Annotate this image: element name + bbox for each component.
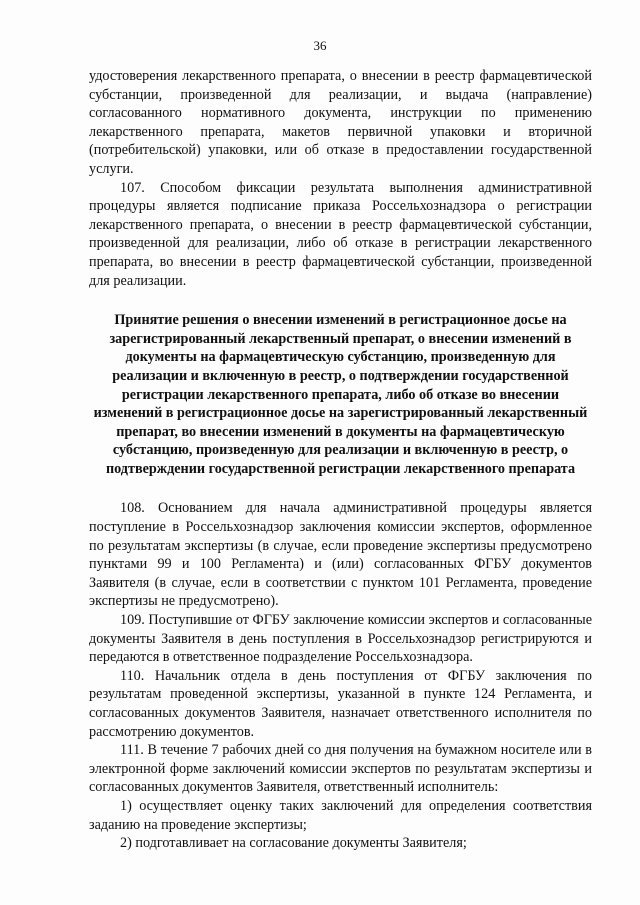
- list-item-2: 2) подготавливает на согласование документы Заявителя;: [120, 835, 467, 852]
- document-body: [89, 67, 592, 853]
- paragraph-110: 110. Начальник отдела в день поступления от ФГБУ заключения по результатам проведенной экспертизы, указанной в пункте 124 Регламента, и согласованных документов Заявителя, назначает ответственного исполнителя по рассмотрению документов.: [89, 667, 592, 740]
- page-number: 36: [313, 38, 327, 53]
- paragraph-continuation: удостоверения лекарственного препарата, о внесении в реестр фармацевтической субстанции, произведенной для реализации, и выдача (направление) согласованного нормативного документа, инструкции по применению лекарственного препарата, макетов первичной упаковки и вторичной (потребительской) упаковки, или об отказе в предоставлении государственной услуги.: [89, 68, 592, 177]
- list-item-1: 1) осуществляет оценку таких заключений для определения соответствия заданию на проведение экспертизы;: [89, 797, 592, 833]
- paragraph-111: 111. В течение 7 рабочих дней со дня получения на бумажном носителе или в электронной форме заключений комиссии экспертов по результатам экспертизы и согласованных документов Заявителя, ответственный исполнитель:: [89, 742, 592, 796]
- paragraph-108: 108. Основанием для начала административной процедуры является поступление в Россельхознадзор заключения комиссии экспертов, оформленное по результатам экспертизы (в случае, если проведение экспертизы предусмотрено пунктами 99 и 100 Регламента) и (или) согласованных ФГБУ документов Заявителя (в случае, если в соответствии с пунктом 101 Регламента, проведение экспертизы не предусмотрено).: [89, 500, 592, 610]
- paragraph-107: 107. Способом фиксации результата выполнения административной процедуры является подписание приказа Россельхознадзора о регистрации лекарственного препарата, о внесении в реестр фармацевтической субстанции, произведенной для реализации, либо об отказе в регистрации лекарственного препарата, во внесении в реестр фармацевтической субстанции, произведенной для реализации.: [89, 179, 592, 289]
- paragraph-109: 109. Поступившие от ФГБУ заключение комиссии экспертов и согласованные документы Заявителя в день поступления в Россельхознадзор регистрируются и передаются в ответственное подразделение Россельхознадзора.: [89, 612, 592, 666]
- section-heading: Принятие решения о внесении изменений в регистрационное досье на зарегистрированный лекарственный препарат, о внесении изменений в документы на фармацевтическую субстанцию, произведенную для реализации и включенную в реестр, о подтверждении государственной регистрации лекарственного препарата, либо об отказе во внесении изменений в регистрационное досье на зарегистрированный лекарственный препарат, во внесении изменений в документы на фармацевтическую субстанцию, произведенную для реализации и включенную в реестр, о подтверждении государственной регистрации лекарственного препарата: [93, 312, 588, 477]
